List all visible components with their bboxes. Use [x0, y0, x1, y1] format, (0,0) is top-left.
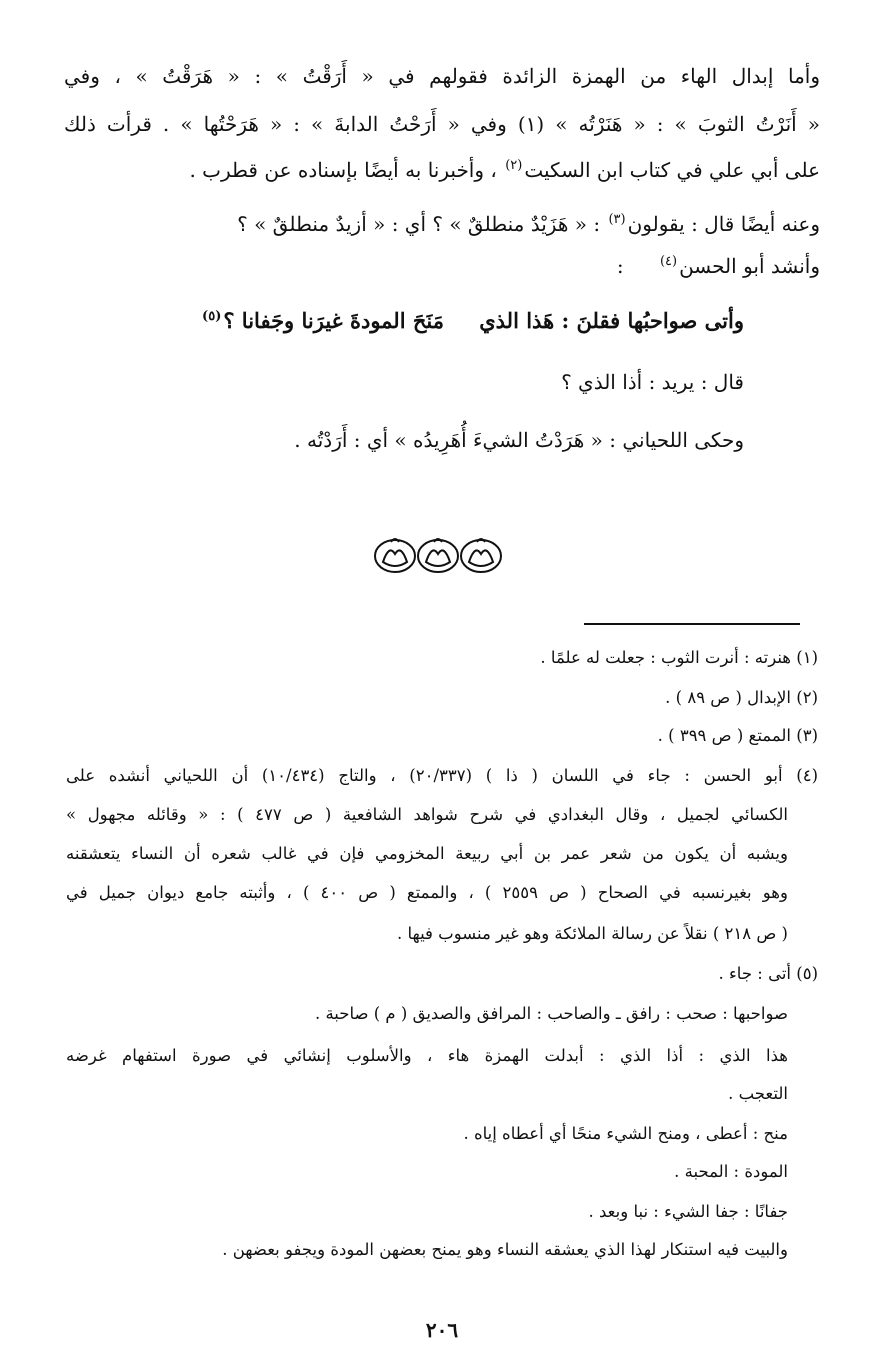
footnote-5-line-4: التعجب .: [728, 1084, 788, 1103]
footnote-5-line-7: جفانًا : جفا الشيء : نبا وبعد .: [588, 1202, 788, 1221]
footnote-ref-3: (٣): [608, 212, 626, 228]
main-line-3-b: ، وأخبرنا به أيضًا بإسناده عن قطرب .: [189, 158, 497, 182]
footnote-5-line-2: صواحبها : صحب : رافق ـ والصاحب : المرافق والصديق ( م ) صاحبة .: [314, 1004, 788, 1023]
verse-hemistich-left: [200, 308, 444, 333]
footnote-4-line-2: الكسائي لجميل ، وقال البغدادي في شرح شواهد الشافعية ( ص ٤٧٧ ) : « وقائله مجهول »: [66, 805, 788, 824]
footnote-ref-5: (٥): [202, 309, 222, 324]
footnote-5-line-6: المودة : المحبة .: [674, 1162, 788, 1181]
main-line-8: وحكى اللحياني : « هَرَدْتُ الشيءَ أُهَرِيدُه » أي : أَرَدْتُه .: [294, 428, 744, 452]
footnote-ref-4: (٤): [659, 254, 678, 270]
footnote-4-line-1: (٤) أبو الحسن : جاء في اللسان ( ذا ) (٢٠/٣٣٧) ، والتاج (١٠/٤٣٤) أن اللحياني أنشده على: [66, 766, 819, 785]
main-line-2: « أَنَرْتُ الثوبَ » : « هَنَرْتُه » (١) وفي « أَرَحْتُ الدابةَ » : « هَرَحْتُها » . قرأت ذلك: [64, 112, 820, 136]
triple-flower-ornament-icon: [373, 532, 503, 578]
main-line-4-b: : « هَزَيْدٌ منطلقٌ » ؟ أي : « أزيدٌ منطلقٌ » ؟: [237, 212, 601, 236]
page-number: ٢٠٦: [425, 1318, 459, 1342]
main-line-5-b: :: [616, 254, 624, 278]
main-line-4: [237, 212, 820, 236]
footnote-4-line-5: ( ص ٢١٨ ) نقلاً عن رسالة الملائكة وهو غير منسوب فيها .: [396, 924, 788, 943]
footnote-5-line-3: هذا الذي : أذا الذي : أبدلت الهمزة هاء ، والأسلوب إنشائي في صورة استفهام غرضه: [66, 1046, 788, 1065]
footnote-4-line-3: ويشبه أن يكون من شعر عمر بن أبي ربيعة المخزومي فإن في غالب شعره أن النساء يتعشقنه: [66, 844, 788, 863]
footnote-4-line-4: وهو بغيرنسبه في الصحاح ( ص ٢٥٥٩ ) ، والممتع ( ص ٤٠٠ ) ، وأثبته جامع ديوان جميل في: [66, 883, 788, 902]
verse-hemistich-right: وأتى صواحبُها فقلنَ : هَذا الذي: [479, 308, 744, 333]
footnote-5-line-5: منح : أعطى ، ومنح الشيء منحًا أي أعطاه إياه .: [463, 1124, 788, 1143]
main-line-1: وأما إبدال الهاء من الهمزة الزائدة فقولهم في « أَرَقْتُ » : « هَرَقْتُ » ، وفي: [64, 64, 820, 88]
footnote-1: (١) هنرته : أنرت الثوب : جعلت له علمًا .: [540, 648, 818, 667]
main-line-5: [617, 254, 820, 278]
footnote-5-line-1: (٥) أتى : جاء .: [718, 964, 818, 983]
footnote-3: (٣) الممتع ( ص ٣٩٩ ) .: [657, 726, 818, 745]
main-line-7: قال : يريد : أذا الذي ؟: [561, 370, 744, 394]
main-line-3-a: على أبي علي في كتاب ابن السكيت: [524, 158, 820, 182]
main-line-5-a: وأنشد أبو الحسن: [679, 254, 820, 278]
verse-left-text: مَنَحَ المودةَ غيرَنا وجَفانا ؟: [223, 308, 444, 333]
footnote-separator: [584, 623, 800, 625]
footnote-5-line-8: والبيت فيه استنكار لهذا الذي يعشقه النساء وهو يمنح بعضهن المودة ويجفو بعضهن .: [222, 1240, 788, 1259]
main-line-3: [189, 158, 820, 182]
footnote-2: (٢) الإبدال ( ص ٨٩ ) .: [665, 688, 818, 707]
main-line-4-a: وعنه أيضًا قال : يقولون: [627, 212, 820, 236]
footnote-ref-2: (٢): [505, 158, 523, 174]
